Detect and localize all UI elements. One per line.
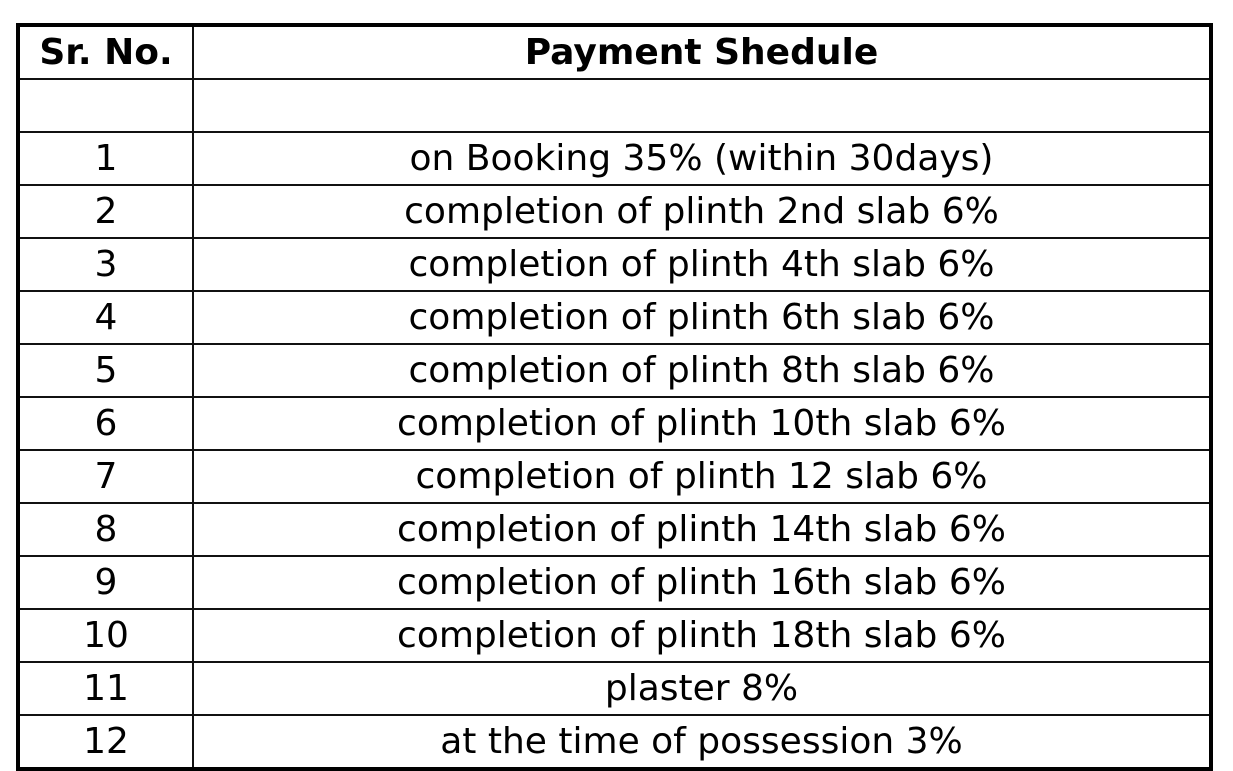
- schedule-cell: completion of plinth 14th slab 6%: [193, 503, 1211, 556]
- schedule-cell: completion of plinth 2nd slab 6%: [193, 185, 1211, 238]
- schedule-cell: [193, 79, 1211, 132]
- table-row: [18, 132, 1211, 185]
- table-row: [18, 238, 1211, 291]
- sr-no-cell: 1: [18, 132, 193, 185]
- sr-no-cell: 9: [18, 556, 193, 609]
- table-row: [18, 344, 1211, 397]
- header-sr-no: Sr. No.: [18, 25, 193, 79]
- table-body: [18, 79, 1211, 769]
- table-row: [18, 715, 1211, 769]
- table-row: [18, 556, 1211, 609]
- header-row: [18, 25, 1211, 79]
- table-row: [18, 397, 1211, 450]
- schedule-cell: completion of plinth 12 slab 6%: [193, 450, 1211, 503]
- schedule-cell: plaster 8%: [193, 662, 1211, 715]
- schedule-cell: on Booking 35% (within 30days): [193, 132, 1211, 185]
- table-row: [18, 450, 1211, 503]
- schedule-cell: completion of plinth 18th slab 6%: [193, 609, 1211, 662]
- table-row: [18, 503, 1211, 556]
- sr-no-cell: [18, 79, 193, 132]
- schedule-cell: completion of plinth 10th slab 6%: [193, 397, 1211, 450]
- sr-no-cell: 8: [18, 503, 193, 556]
- table-row: [18, 185, 1211, 238]
- schedule-cell: at the time of possession 3%: [193, 715, 1211, 769]
- sr-no-cell: 3: [18, 238, 193, 291]
- schedule-cell: completion of plinth 4th slab 6%: [193, 238, 1211, 291]
- sr-no-cell: 10: [18, 609, 193, 662]
- sr-no-cell: 2: [18, 185, 193, 238]
- table-row: [18, 291, 1211, 344]
- schedule-cell: completion of plinth 8th slab 6%: [193, 344, 1211, 397]
- sr-no-cell: 12: [18, 715, 193, 769]
- sr-no-cell: 5: [18, 344, 193, 397]
- schedule-cell: completion of plinth 16th slab 6%: [193, 556, 1211, 609]
- sr-no-cell: 7: [18, 450, 193, 503]
- sr-no-cell: 11: [18, 662, 193, 715]
- table-row: [18, 662, 1211, 715]
- table-row: [18, 609, 1211, 662]
- header-payment-schedule: Payment Shedule: [193, 25, 1211, 79]
- sr-no-cell: 6: [18, 397, 193, 450]
- payment-schedule-table: [16, 23, 1213, 771]
- schedule-cell: completion of plinth 6th slab 6%: [193, 291, 1211, 344]
- table-row: [18, 79, 1211, 132]
- sr-no-cell: 4: [18, 291, 193, 344]
